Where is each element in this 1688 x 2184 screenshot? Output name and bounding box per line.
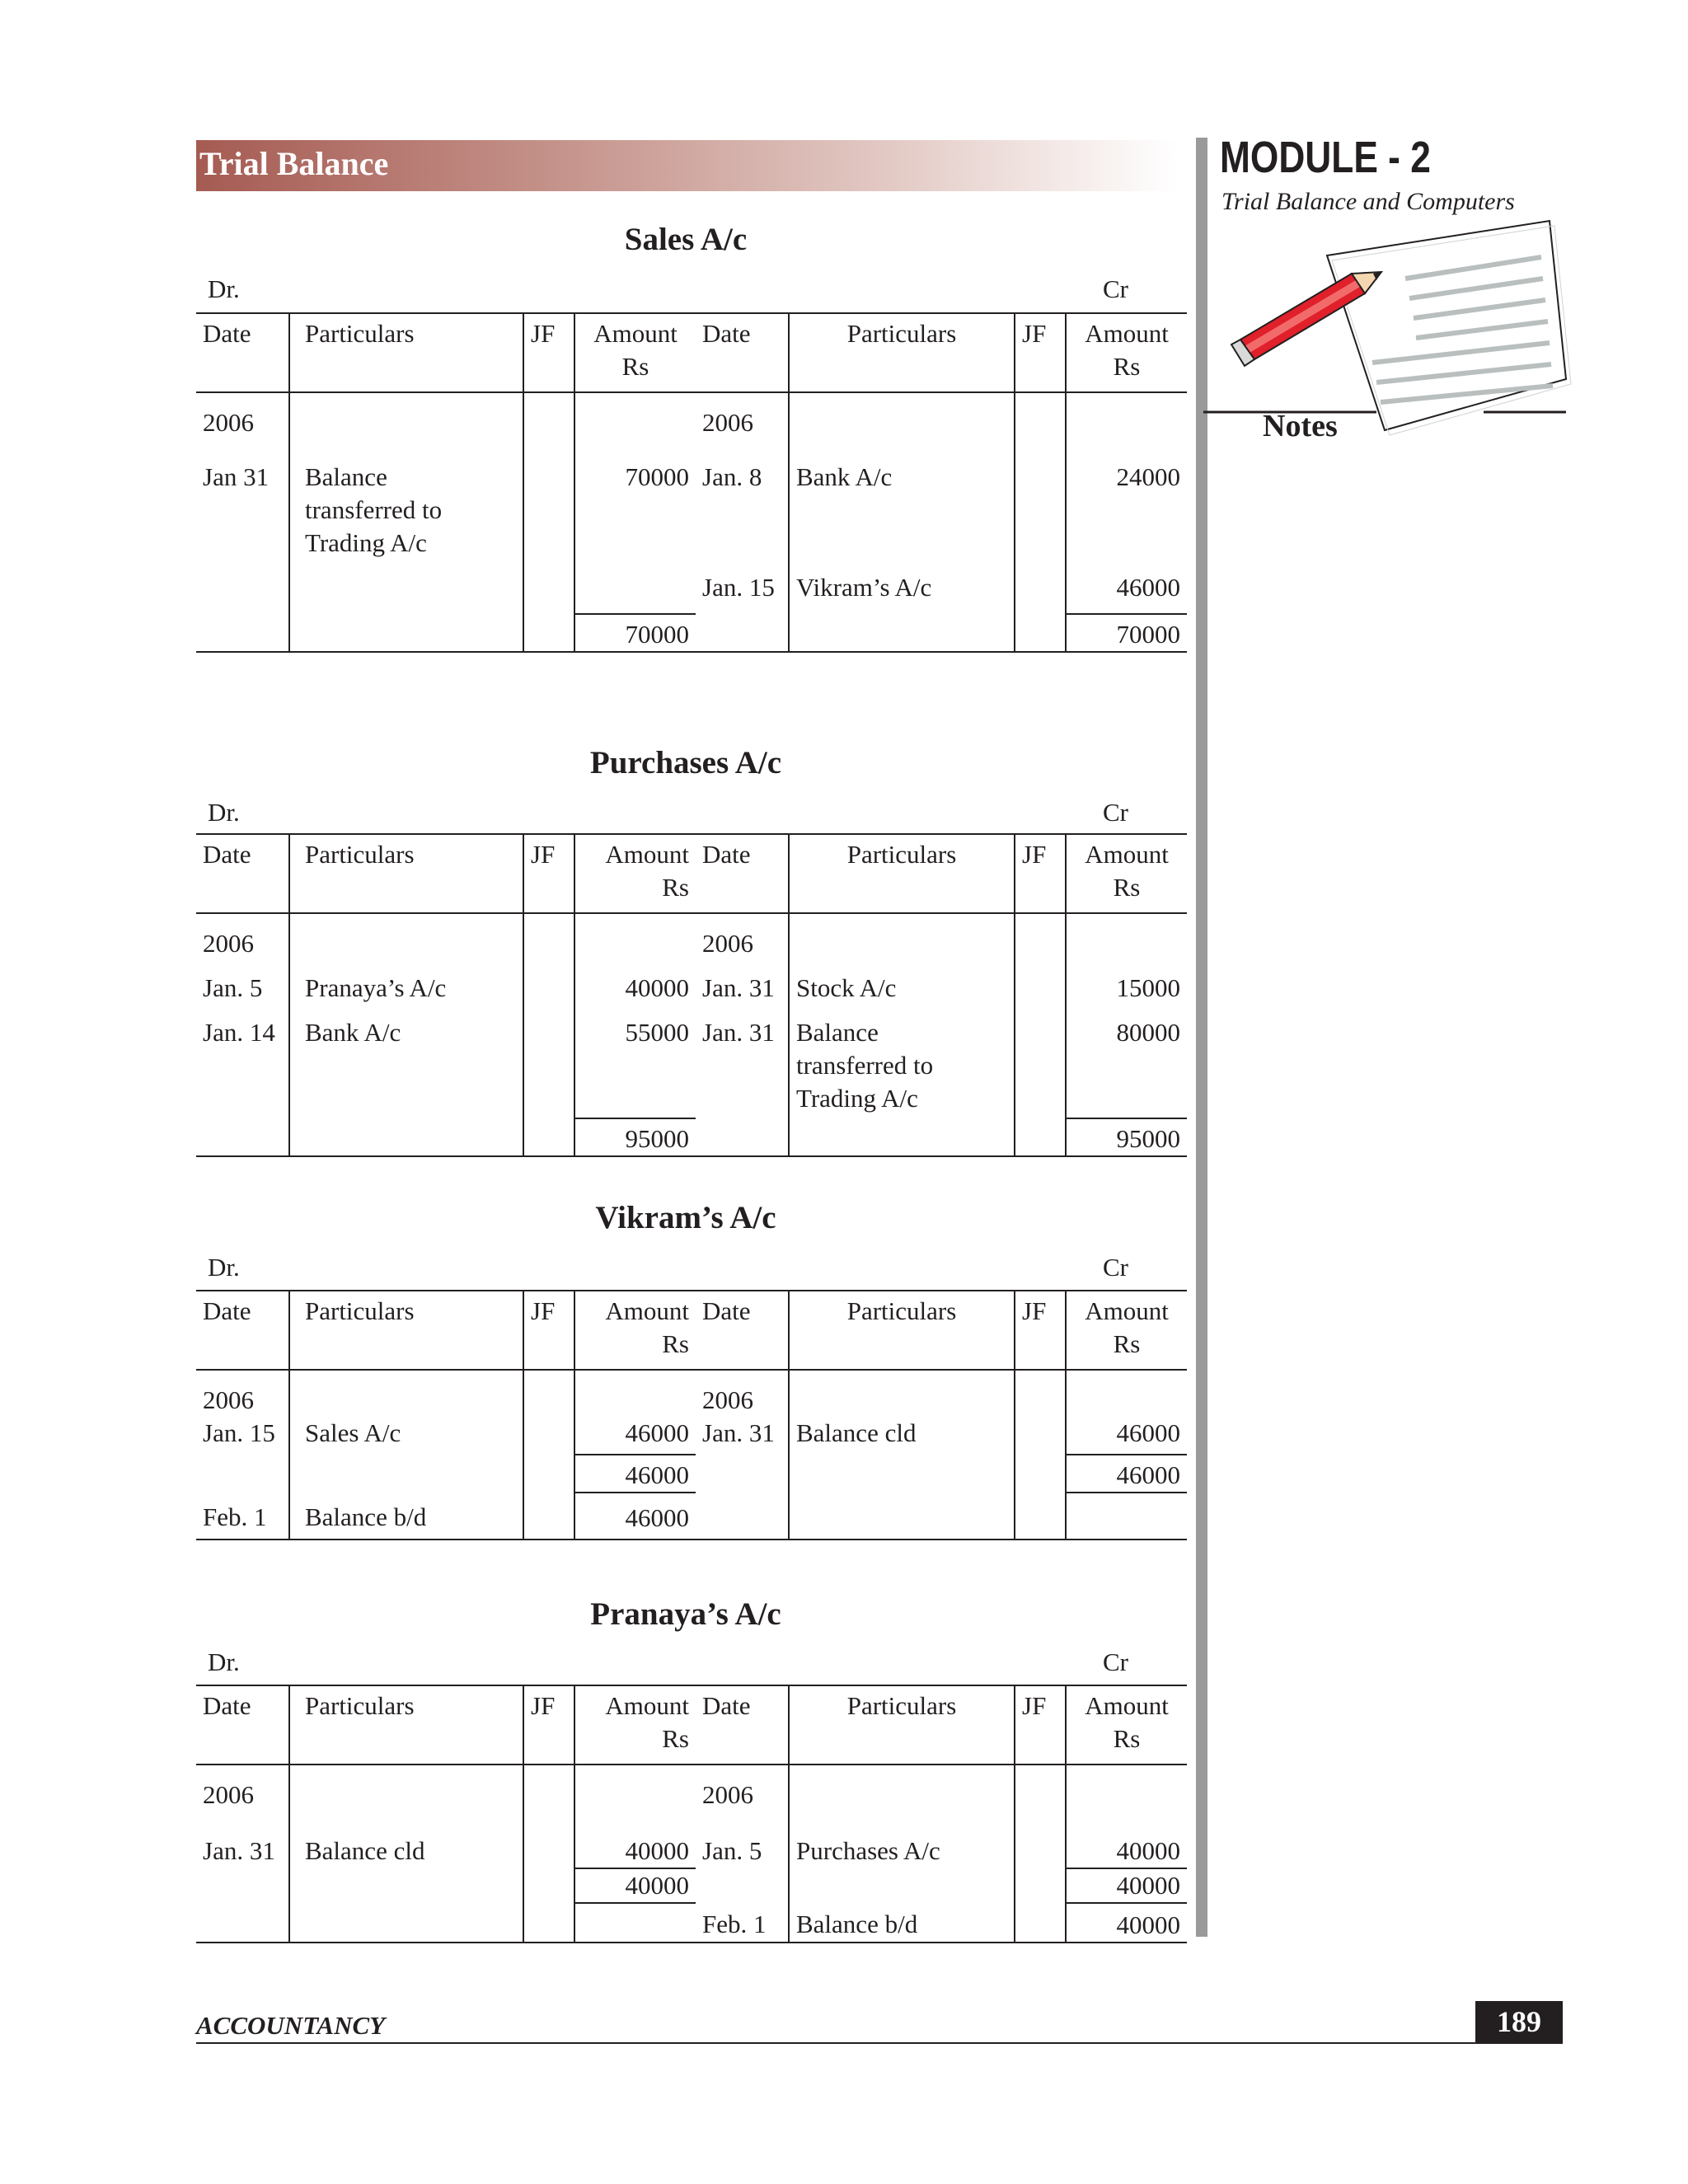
col-amount: Amount Rs [1066,313,1187,392]
ledger-title: Vikram’s A/c [595,1200,776,1235]
total-row [196,614,1187,652]
ledger-table [196,312,1187,653]
date-cell: Jan. 15 [702,573,775,602]
year-cell: 2006 [203,1385,254,1414]
col-date: Date [196,834,289,913]
module-title: MODULE - 2 [1220,133,1431,182]
particulars-cell: Balance cld [289,1811,523,1868]
col-particulars: Particulars [289,313,523,392]
particulars-cell: Balance transferred to Trading A/c [289,439,523,560]
col-particulars: Particulars [289,1291,523,1370]
col-date: Date [196,1685,289,1765]
year-cell: 2006 [203,408,254,437]
table-row [196,392,1187,439]
amount-cell: 46000 [574,1417,696,1455]
pranaya-ledger [196,1593,1180,1964]
table-row [196,439,1187,560]
col-date: Date [696,1685,789,1765]
particulars-cell: Bank A/c [289,1005,523,1118]
footer-rule [196,2042,1563,2044]
table-row [196,960,1187,1005]
table-row [196,1005,1187,1118]
ledger-table [196,1290,1187,1540]
year-cell: 2006 [203,929,254,958]
amount-cell: 40000 [574,1811,696,1868]
particulars-cell: Vikram’s A/c [789,560,1015,614]
total-row [196,1455,1187,1493]
date-cell: Jan. 5 [702,1836,762,1865]
amount-cell: 40000 [1066,1811,1187,1868]
particulars-cell: Sales A/c [289,1417,523,1455]
col-jf: JF [523,1291,574,1370]
date-cell: Jan. 5 [203,973,263,1002]
col-amount: Amount Rs [574,834,696,913]
year-cell: 2006 [203,1780,254,1809]
particulars-cell: Pranaya’s A/c [289,960,523,1005]
date-cell: Feb. 1 [196,1493,289,1540]
year-cell: 2006 [702,929,753,958]
date-cell: Jan. 31 [702,973,775,1002]
col-jf: JF [1015,1685,1066,1765]
col-jf: JF [1015,313,1066,392]
col-jf: JF [1015,1291,1066,1370]
amount-cell: 46000 [574,1493,696,1540]
table-row [196,913,1187,960]
dr-label: Dr. [208,798,240,827]
col-particulars: Particulars [289,1685,523,1765]
total-amount-cell: 95000 [1066,1118,1187,1156]
dr-label: Dr. [208,1647,240,1676]
cr-label: Cr [1103,1253,1128,1282]
notes-label: Notes [1263,409,1338,443]
date-cell: Jan 31 [203,462,270,491]
book-title: ACCOUNTANCY [196,2011,386,2040]
cr-label: Cr [1103,274,1128,303]
page-number: 189 [1475,2001,1563,2042]
table-row [196,1765,1187,1811]
total-row [196,1868,1187,1903]
sales-ledger [196,218,1180,705]
table-row [196,1370,1187,1417]
col-amount: Amount Rs [1066,1685,1187,1765]
date-cell: Jan. 14 [203,1018,275,1047]
particulars-cell: Purchases A/c [789,1811,1015,1868]
section-title: Trial Balance [199,145,389,182]
cr-label: Cr [1103,1647,1128,1676]
ledger-title: Purchases A/c [589,745,782,780]
col-particulars: Particulars [789,834,1015,913]
amount-cell: 55000 [574,1005,696,1118]
amount-cell: 40000 [1066,1903,1187,1943]
col-amount: Amount Rs [574,313,696,392]
ledger-table [196,833,1187,1157]
date-cell: Jan. 31 [702,1418,775,1447]
col-particulars: Particulars [789,1291,1015,1370]
notes-pencil-icon [1203,214,1574,453]
ledger-header-row [196,834,1187,913]
section-header-band [196,140,1177,191]
col-jf: JF [523,834,574,913]
col-amount: Amount Rs [1066,834,1187,913]
amount-cell: 46000 [1066,560,1187,614]
col-date: Date [696,313,789,392]
date-cell: Jan. 8 [702,462,762,491]
year-cell: 2006 [702,1385,753,1414]
balance-bd-row [196,1493,1187,1540]
vikram-ledger [196,1197,1180,1568]
total-amount-cell: 46000 [1066,1455,1187,1493]
particulars-cell: Balance b/d [789,1903,1015,1943]
total-amount-cell: 46000 [574,1455,696,1493]
total-amount-cell: 40000 [1066,1868,1187,1903]
date-cell: Jan. 31 [702,1018,775,1047]
total-amount-cell: 40000 [574,1868,696,1903]
ledger-header-row [196,1685,1187,1765]
date-cell: Jan. 15 [203,1418,275,1447]
col-date: Date [696,834,789,913]
year-cell: 2006 [702,1780,753,1809]
amount-cell: 80000 [1066,1005,1187,1118]
table-row [196,1811,1187,1868]
col-date: Date [696,1291,789,1370]
date-cell: Feb. 1 [696,1903,789,1943]
amount-cell: 70000 [574,439,696,560]
amount-cell: 24000 [1066,439,1187,560]
dr-label: Dr. [208,1253,240,1282]
total-amount-cell: 70000 [1066,614,1187,652]
table-row [196,560,1187,614]
col-date: Date [196,1291,289,1370]
col-jf: JF [523,1685,574,1765]
ledger-title: Sales A/c [624,222,748,257]
date-cell: Jan. 31 [203,1836,275,1865]
dr-label: Dr. [208,274,240,303]
particulars-cell: Stock A/c [789,960,1015,1005]
cr-label: Cr [1103,798,1128,827]
amount-cell: 40000 [574,960,696,1005]
amount-cell: 46000 [1066,1417,1187,1455]
col-particulars: Particulars [789,313,1015,392]
particulars-cell: Bank A/c [789,439,1015,560]
ledger-table [196,1685,1187,1943]
balance-bd-row [196,1903,1187,1943]
ledger-header-row [196,1291,1187,1370]
col-particulars: Particulars [789,1685,1015,1765]
particulars-cell: Balance b/d [289,1493,523,1540]
col-amount: Amount Rs [574,1291,696,1370]
module-subtitle: Trial Balance and Computers [1221,188,1515,215]
total-amount-cell: 95000 [574,1118,696,1156]
particulars-cell: Balance transferred to Trading A/c [789,1005,1015,1118]
col-date: Date [196,313,289,392]
total-row [196,1118,1187,1156]
col-amount: Amount Rs [1066,1291,1187,1370]
ledger-header-row [196,313,1187,392]
purchases-ledger [196,742,1180,1170]
total-amount-cell: 70000 [574,614,696,652]
year-cell: 2006 [702,408,753,437]
col-jf: JF [1015,834,1066,913]
table-row [196,1417,1187,1455]
col-amount: Amount Rs [574,1685,696,1765]
col-particulars: Particulars [289,834,523,913]
ledger-title: Pranaya’s A/c [590,1596,781,1632]
col-jf: JF [523,313,574,392]
particulars-cell: Balance cld [789,1417,1015,1455]
amount-cell: 15000 [1066,960,1187,1005]
